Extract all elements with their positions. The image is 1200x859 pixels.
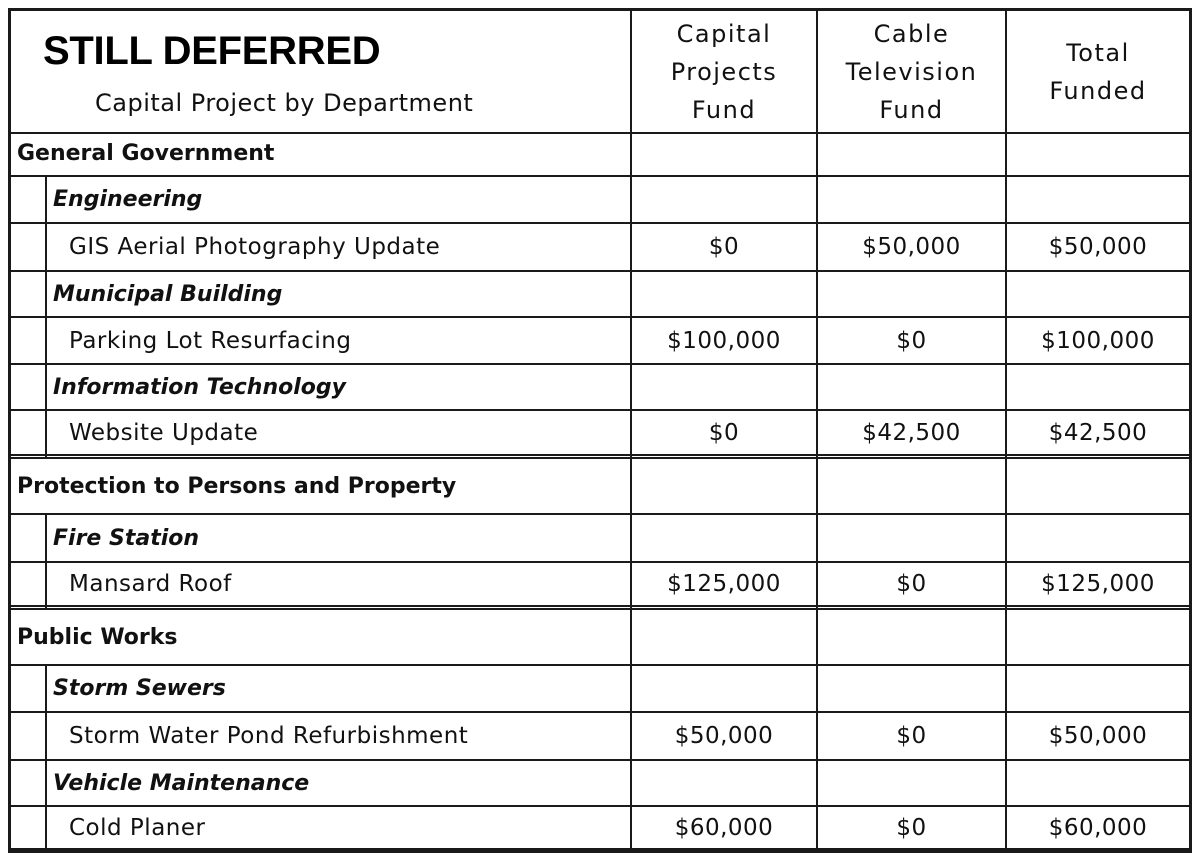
indent-rule [45,713,47,761]
table-row [11,563,1189,610]
table-row [11,411,1189,459]
department-row [11,132,1189,177]
amount-capital: $100,000 [667,327,781,354]
indent-rule [45,515,47,563]
amount-cable: $0 [896,571,927,597]
subdepartment-row [11,666,1189,713]
project-name: GIS Aerial Photography Update [69,234,441,260]
amount-cable: $0 [896,723,927,749]
amount-cable: $0 [896,814,927,841]
project-name: Cold Planer [69,814,206,841]
subdepartment-row [11,177,1189,224]
indent-rule [45,563,47,610]
department-name: Public Works [17,624,178,650]
subdepartment-row [11,365,1189,411]
amount-total: $60,000 [1048,814,1148,841]
amount-total: $125,000 [1041,571,1155,597]
subdepartment-name: Engineering [53,187,203,212]
subdepartment-name: Vehicle Maintenance [53,770,310,796]
indent-rule [45,411,47,459]
subdepartment-name: Fire Station [53,525,200,551]
indent-rule [45,666,47,713]
column-header-cable-television-fund: Cable Television Fund [845,19,978,124]
subdepartment-row [11,515,1189,563]
subdepartment-name: Municipal Building [53,281,283,307]
indent-rule [45,224,47,272]
table-row [11,318,1189,365]
table-header [11,11,1189,134]
indent-rule [45,318,47,365]
amount-total: $50,000 [1048,723,1148,749]
indent-rule [45,807,47,850]
page-subtitle: Capital Project by Department [95,89,474,117]
indent-rule [45,365,47,411]
amount-cable: $0 [896,327,927,354]
indent-rule [45,761,47,807]
amount-total: $100,000 [1041,327,1155,354]
amount-total: $50,000 [1048,234,1148,260]
amount-cable: $50,000 [862,234,961,260]
table-row [11,224,1189,272]
table-row [11,713,1189,761]
page-title: STILL DEFERRED [43,29,381,73]
amount-total: $42,500 [1048,419,1148,446]
amount-capital: $50,000 [674,723,774,749]
department-row [11,610,1189,666]
amount-capital: $0 [708,234,740,260]
department-name: General Government [17,141,275,166]
column-header-total-funded: Total Funded [1049,38,1147,105]
deferred-projects-table [8,8,1192,853]
project-name: Website Update [69,419,259,446]
indent-rule [45,272,47,318]
column-header-capital-projects-fund: Capital Projects Fund [670,19,778,124]
project-name: Mansard Roof [69,571,232,597]
amount-capital: $0 [708,419,740,446]
indent-rule [45,177,47,224]
amount-capital: $125,000 [667,571,781,597]
subdepartment-row [11,272,1189,318]
subdepartment-row [11,761,1189,807]
project-name: Parking Lot Resurfacing [69,327,352,354]
amount-cable: $42,500 [862,419,961,446]
subdepartment-name: Storm Sewers [53,676,226,701]
table-row [11,807,1189,850]
department-name: Protection to Persons and Property [17,473,457,499]
amount-capital: $60,000 [674,814,774,841]
department-row [11,459,1189,515]
subdepartment-name: Information Technology [53,374,346,400]
project-name: Storm Water Pond Refurbishment [69,723,469,749]
